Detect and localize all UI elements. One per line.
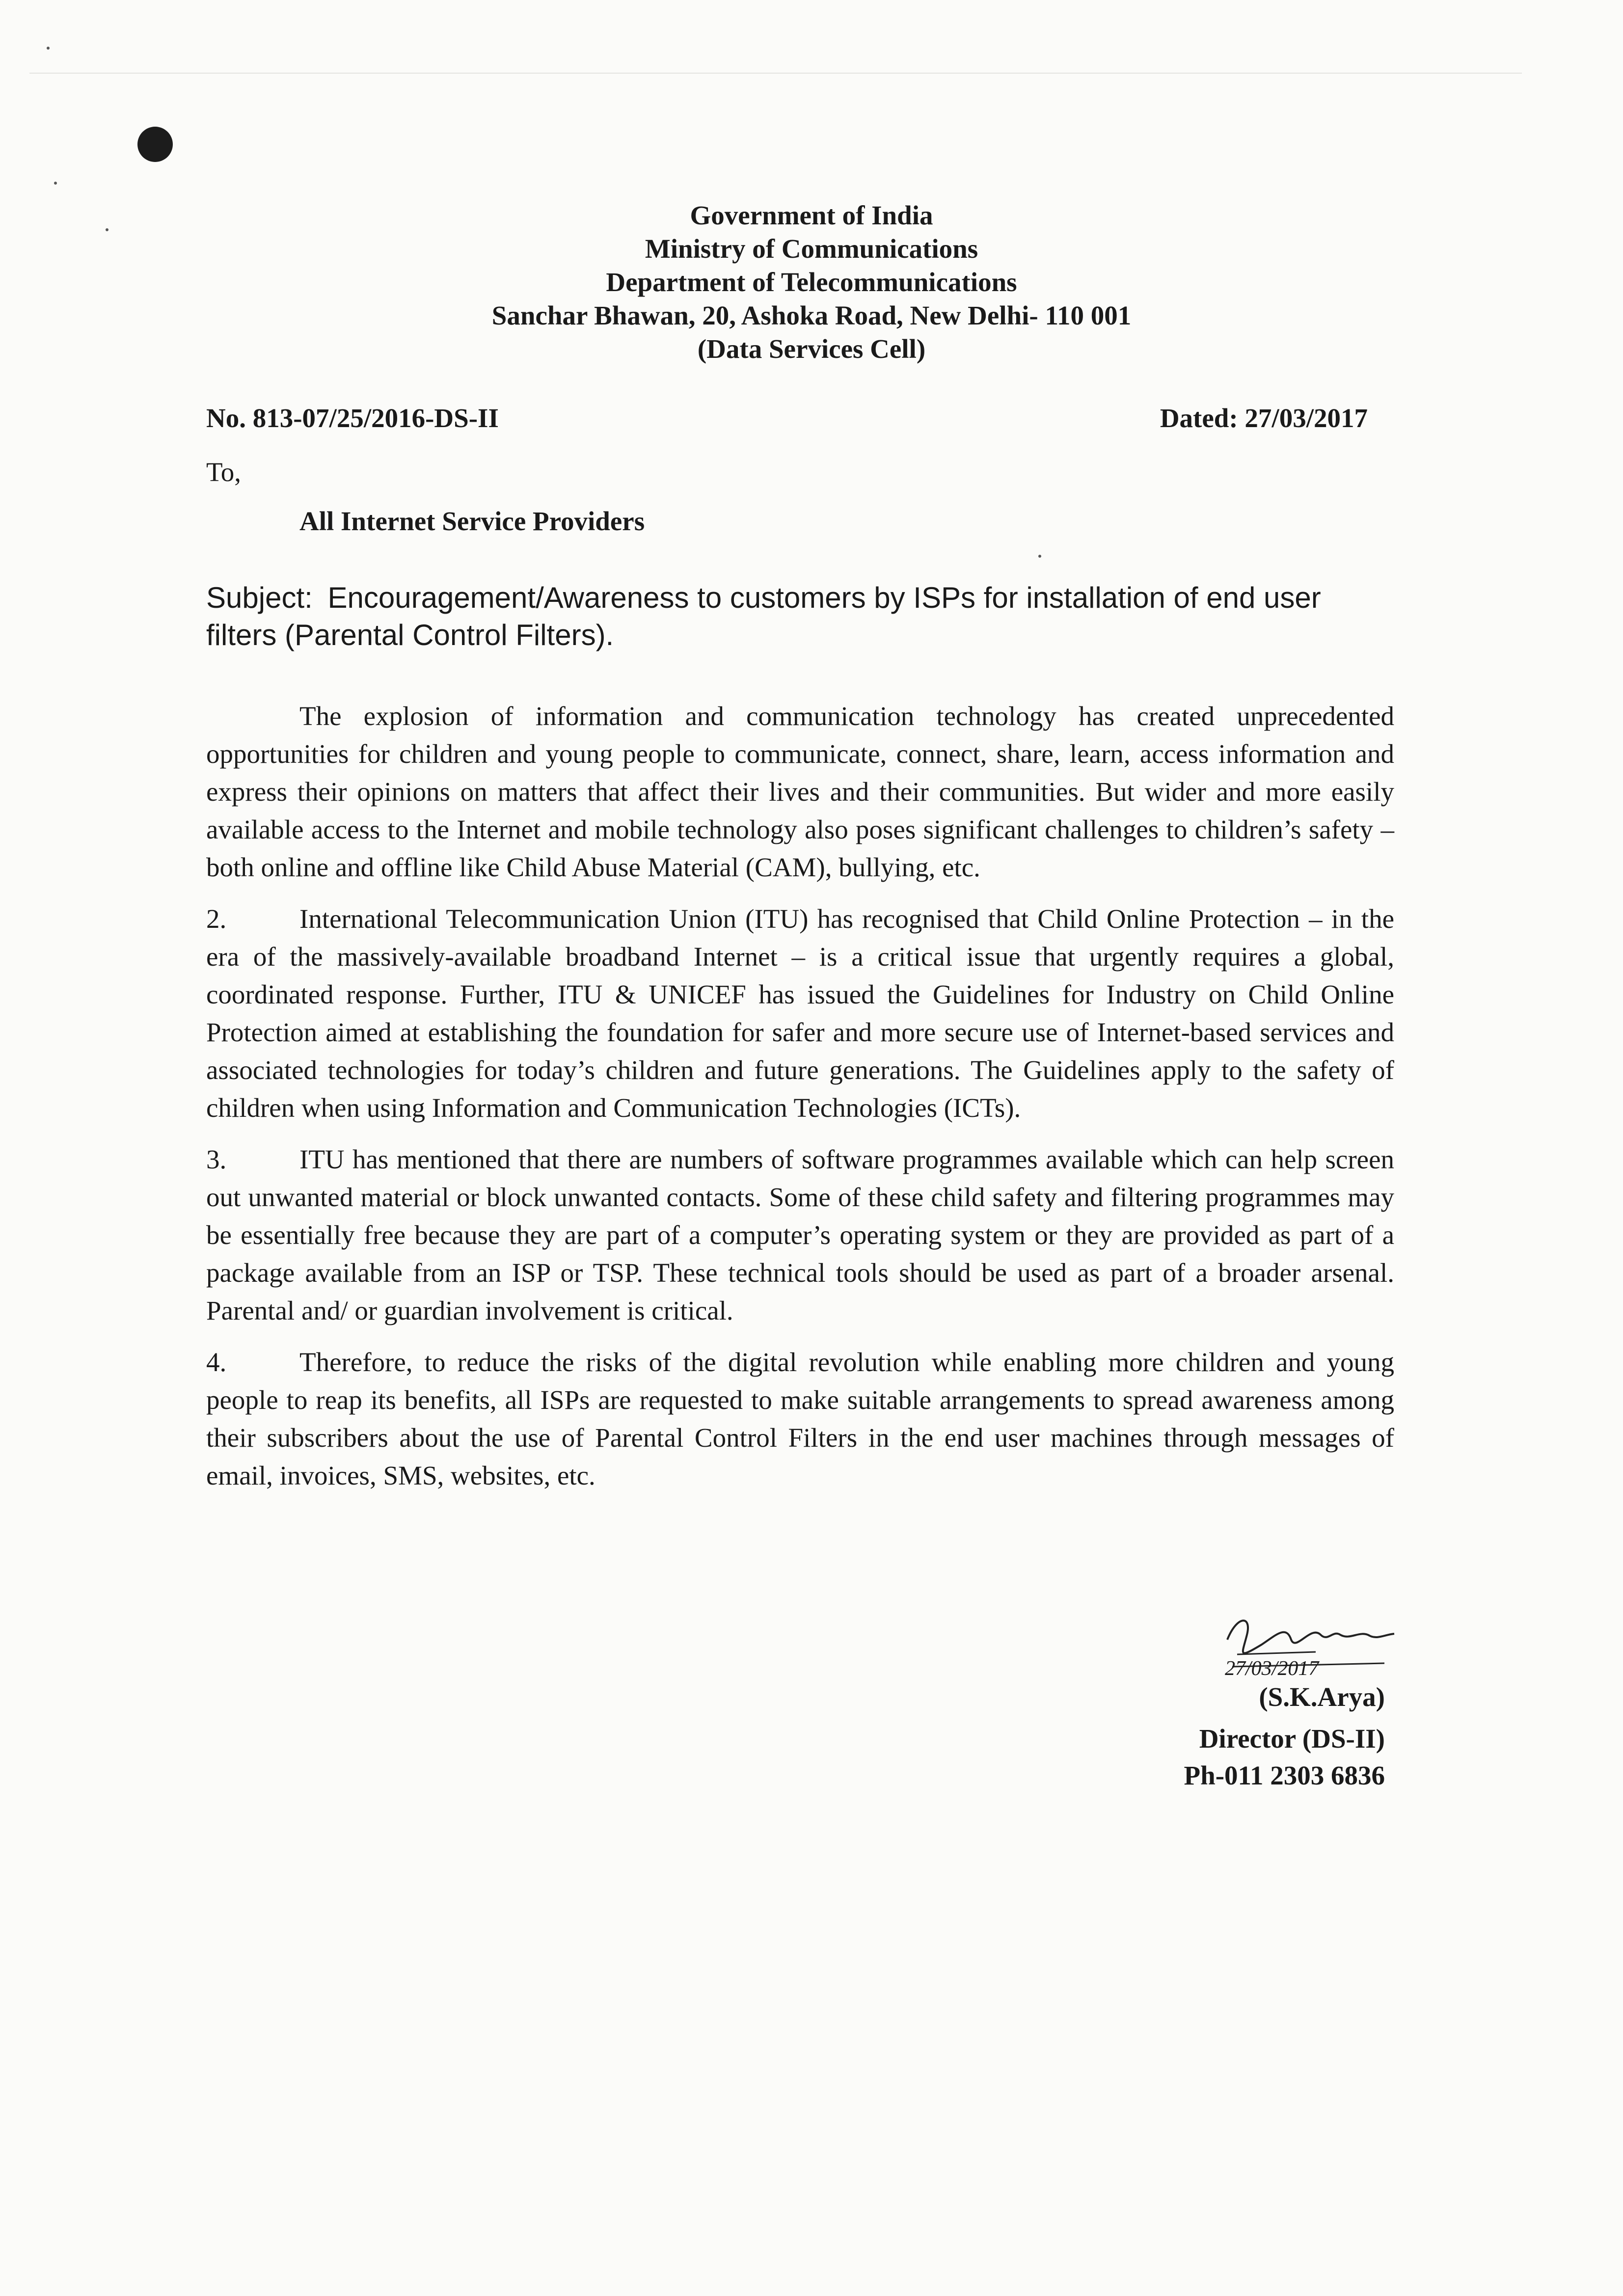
paragraph-number: 4. [206, 1347, 227, 1377]
letterhead-cell: (Data Services Cell) [697, 334, 926, 364]
letterhead-department: Department of Telecommunications [606, 267, 1017, 297]
signatory-designation: Director (DS-II) [1199, 1724, 1385, 1754]
punch-hole [137, 127, 173, 162]
reference-number: No. 813-07/25/2016-DS-II [206, 403, 499, 433]
signatory-name: (S.K.Arya) [1259, 1682, 1385, 1712]
paragraph-number: 3. [206, 1144, 227, 1174]
paragraph-text: The explosion of information and communication technology has created unprecedented opportunities for children and young people to communicate, connect, share, learn, access information and express their opinions on matters that affect their lives and their communities. But wider and more easily available access to the Internet and mobile technology also poses significant challenges to children’s safety – both online and offline like Child Abuse Material (CAM), bullying, etc. [206, 701, 1394, 882]
paragraph-4 [206, 1343, 1394, 1494]
letterhead-ministry: Ministry of Communications [645, 234, 978, 264]
letterhead-government: Government of India [690, 200, 933, 230]
paragraph-text: Therefore, to reduce the risks of the digital revolution while enabling more children and young people to reap its benefits, all ISPs are requested to make suitable arrangements to spread awareness among their subscribers about the use of Parental Control Filters in the end user machines through messages of email, invoices, SMS, websites, etc. [206, 1347, 1394, 1490]
scan-speck [47, 47, 50, 50]
addressee: All Internet Service Providers [299, 506, 645, 536]
salutation: To, [206, 457, 242, 487]
paragraph-number: 2. [206, 904, 227, 934]
paragraph-2 [206, 900, 1394, 1127]
paragraph-1 [206, 697, 1394, 886]
letter-body [206, 697, 1394, 1508]
subject [206, 579, 1394, 654]
paragraph-3 [206, 1140, 1394, 1329]
letterhead [0, 199, 1623, 366]
paragraph-text: International Telecommunication Union (ITU) has recognised that Child Online Protection – in the era of the massively-available broadband Internet – is a critical issue that urgently requires a global, coordinated response. Further, ITU & UNICEF has issued the Guidelines for Industry on Child Online Protection aimed at establishing the foundation for safer and more secure use of Internet-based services and associated technologies for today’s children and future generations. The Guidelines apply to the safety of children when using Information and Communication Technologies (ICTs). [206, 904, 1394, 1123]
paragraph-text: ITU has mentioned that there are numbers of software programmes available which can help screen out unwanted material or block unwanted contacts. Some of these child safety and filtering programmes may be essentially free because they are part of a computer’s operating system or they are provided as part of a package available from an ISP or TSP. These technical tools should be used as part of a broader arsenal. Parental and/ or guardian involvement is critical. [206, 1144, 1394, 1325]
scan-speck [54, 182, 57, 185]
letter-date: Dated: 27/03/2017 [1160, 403, 1368, 433]
signatory-phone: Ph-011 2303 6836 [1184, 1760, 1385, 1790]
handwritten-date: 27/03/2017 [1225, 1657, 1319, 1680]
subject-label: Subject: [206, 581, 313, 614]
scan-edge-line [29, 73, 1522, 74]
subject-text: Encouragement/Awareness to customers by ISPs for installation of end user filters (Parental Control Filters). [206, 581, 1321, 651]
letterhead-address: Sanchar Bhawan, 20, Ashoka Road, New Delhi- 110 001 [491, 300, 1132, 330]
scan-speck [1038, 555, 1041, 558]
